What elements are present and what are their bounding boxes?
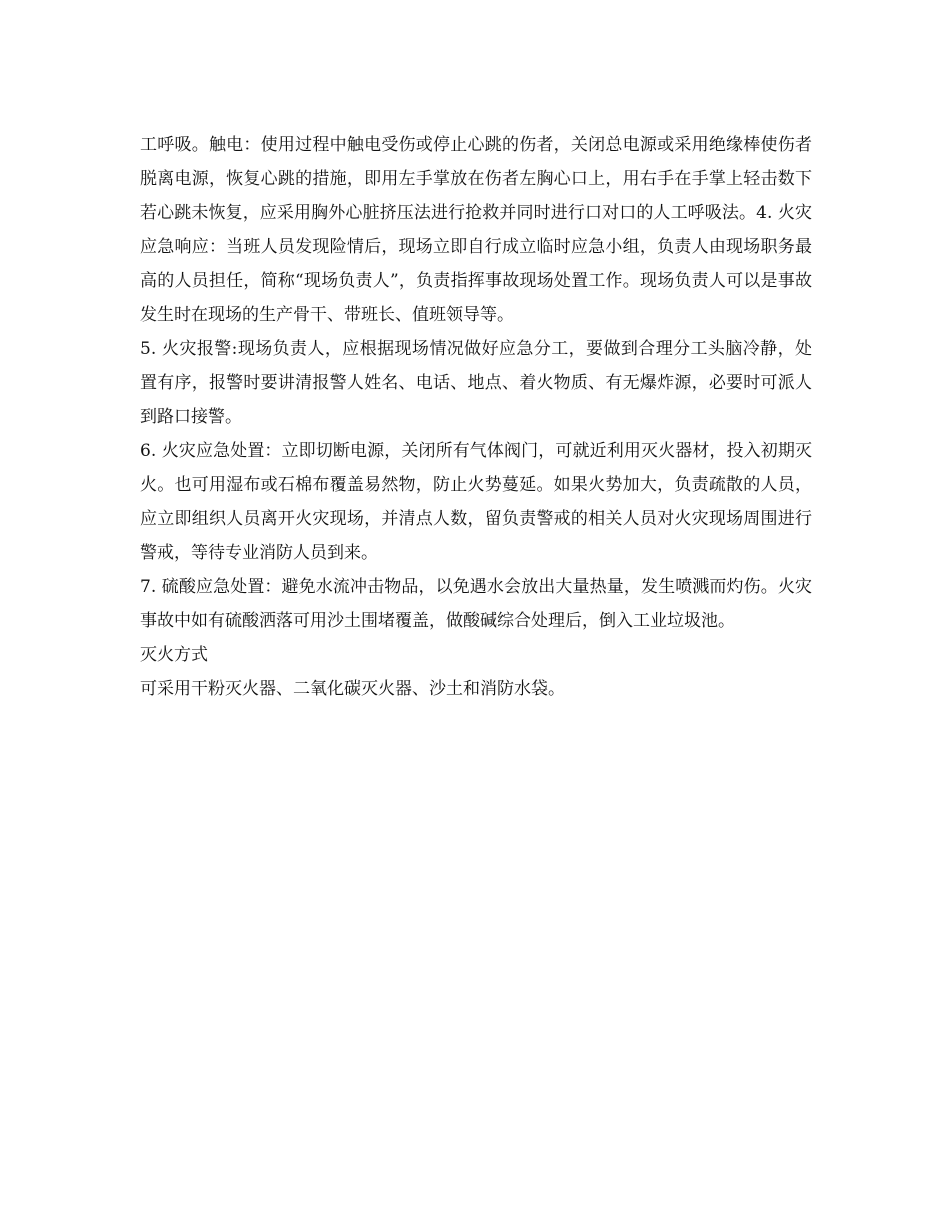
paragraph-fire-emergency-handling: 6. 火灾应急处置：立即切断电源，关闭所有气体阀门，可就近利用灭火器材，投入初期灭火。也可用湿布或石棉布覆盖易然物，防止火势蔓延。如果火势加大，负责疏散的人员，应立即组织人员离开火灾现场，并清点人数，留负责警戒的相关人员对火灾现场周围进行警戒，等待专业消防人员到来。 [140, 441, 812, 563]
paragraph-sulfuric-acid-handling: 7. 硫酸应急处置：避免水流冲击物品，以免遇水会放出大量热量，发生喷溅而灼伤。火灾事故中如有硫酸洒落可用沙土围堵覆盖，做酸碱综合处理后，倒入工业垃圾池。 [140, 577, 812, 631]
paragraph-extinguishing-methods: 可采用干粉灭火器、二氧化碳灭火器、沙土和消防水袋。 [140, 679, 565, 699]
section-heading-extinguishing-methods: 灭火方式 [140, 645, 208, 665]
paragraph-electric-shock-and-fire-response: 工呼吸。触电：使用过程中触电受伤或停止心跳的伤者，关闭总电源或采用绝缘棒使伤者脱离电源，恢复心跳的措施，即用左手掌放在伤者左胸心口上，用右手在手掌上轻击数下若心跳未恢复，应采用胸外心脏挤压法进行抢救并同时进行口对口的人工呼吸法。4. 火灾应急响应：当班人员发现险情后，现场立即自行成立临时应急小组，负责人由现场职务最高的人员担任，简称“现场负责人”，负责指挥事故现场处置工作。现场负责人可以是事故发生时在现场的生产骨干、带班长、值班领导等。 [140, 135, 812, 325]
paragraph-fire-alarm: 5. 火灾报警:现场负责人，应根据现场情况做好应急分工，要做到合理分工头脑冷静，处置有序，报警时要讲清报警人姓名、电话、地点、着火物质、有无爆炸源，必要时可派人到路口接警。 [140, 339, 812, 427]
document-body [140, 128, 812, 706]
